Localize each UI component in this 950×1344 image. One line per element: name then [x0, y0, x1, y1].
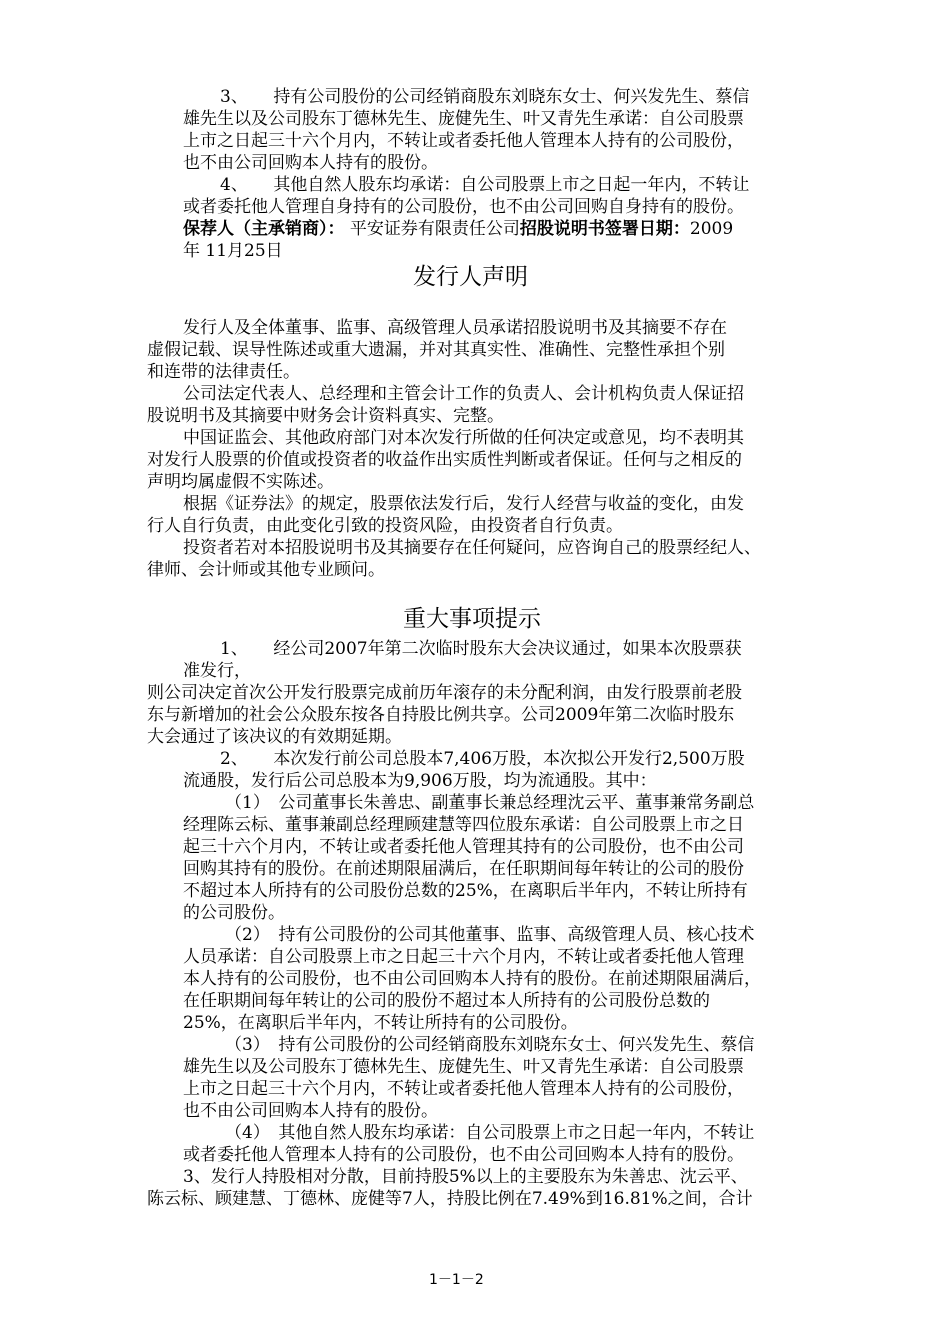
sponsor-label: 保荐人（主承销商）：	[183, 219, 345, 239]
matter-line: 起三十六个月内，不转让或者委托他人管理其持有的公司股份，也不由公司	[183, 837, 744, 857]
major-matters-title: 重大事项提示	[403, 606, 541, 632]
matter-line: 流通股，发行后公司总股本为9,906万股，均为流通股。其中：	[183, 771, 657, 791]
matter-line: 陈云标、顾建慧、丁德林、庞健等7人，持股比例在7.49%到16.81%之间，合计	[147, 1189, 753, 1209]
issuer-line: 对发行人股票的价值或投资者的收益作出实质性判断或者保证。任何与之相反的	[147, 450, 742, 470]
sign-date-rest: 年 11月25日	[183, 241, 283, 261]
issuer-line: 行人自行负责，由此变化引致的投资风险，由投资者自行负责。	[147, 516, 623, 536]
matter-line: 或者委托他人管理本人持有的公司股份，也不由公司回购本人持有的股份。	[183, 1145, 744, 1165]
issuer-line: 声明均属虚假不实陈述。	[147, 472, 334, 492]
item4-line2: 或者委托他人管理自身持有的公司股份，也不由公司回购自身持有的股份。	[183, 197, 744, 217]
issuer-line: 股说明书及其摘要中财务会计资料真实、完整。	[147, 406, 504, 426]
matter-line: 也不由公司回购本人持有的股份。	[183, 1101, 438, 1121]
matter-line: 3、发行人持股相对分散，目前持股5%以上的主要股东为朱善忠、沈云平、	[183, 1167, 748, 1187]
item3-line1: 3、 持有公司股份的公司经销商股东刘晓东女士、何兴发先生、蔡信	[220, 87, 750, 107]
issuer-line: 发行人及全体董事、监事、高级管理人员承诺招股说明书及其摘要不存在	[183, 318, 727, 338]
matter-line: 在任职期间每年转让的公司的股份不超过本人所持有的公司股份总数的	[183, 991, 710, 1011]
sign-date-label: 招股说明书签署日期：	[519, 219, 690, 239]
matter-line: 不超过本人所持有的公司股份总数的25%，在离职后半年内，不转让所持有	[183, 881, 748, 901]
matter-line: 上市之日起三十六个月内，不转让或者委托他人管理本人持有的公司股份，	[183, 1079, 744, 1099]
sign-date-year: 2009	[689, 219, 734, 239]
matter-line: 大会通过了该决议的有效期延期。	[147, 727, 402, 747]
issuer-line: 根据《证券法》的规定，股票依法发行后，发行人经营与收益的变化，由发	[183, 494, 744, 514]
issuer-line: 公司法定代表人、总经理和主管会计工作的负责人、会计机构负责人保证招	[183, 384, 744, 404]
matter-line: 25%，在离职后半年内，不转让所持有的公司股份。	[183, 1013, 578, 1033]
issuer-statement-title: 发行人声明	[413, 264, 528, 290]
item3-line2: 雄先生以及公司股东丁德林先生、庞健先生、叶又青先生承诺：自公司股票	[183, 109, 744, 129]
matter-line: 1、 经公司2007年第二次临时股东大会决议通过，如果本次股票获	[220, 639, 742, 659]
issuer-line: 投资者若对本招股说明书及其摘要存在任何疑问，应咨询自己的股票经纪人、	[183, 538, 761, 558]
matter-line: 则公司决定首次公开发行股票完成前历年滚存的未分配利润，由发行股票前老股	[147, 683, 742, 703]
matter-line: 本人持有的公司股份，也不由公司回购本人持有的股份。在前述期限届满后，	[183, 969, 761, 989]
issuer-line: 中国证监会、其他政府部门对本次发行所做的任何决定或意见，均不表明其	[183, 428, 744, 448]
matter-line: 回购其持有的股份。在前述期限届满后，在任职期间每年转让的公司的股份	[183, 859, 744, 879]
matter-line: （4） 其他自然人股东均承诺：自公司股票上市之日起一年内，不转让	[225, 1123, 755, 1143]
item4-line1: 4、 其他自然人股东均承诺：自公司股票上市之日起一年内，不转让	[220, 175, 750, 195]
issuer-line: 律师、会计师或其他专业顾问。	[147, 560, 385, 580]
sponsor-line	[183, 218, 733, 240]
matter-line: 东与新增加的社会公众股东按各自持股比例共享。公司2009年第二次临时股东	[147, 705, 735, 725]
matter-line: 2、 本次发行前公司总股本7,406万股，本次拟公开发行2,500万股	[220, 749, 745, 769]
sponsor-value: 平安证券有限责任公司	[349, 219, 520, 239]
item3-line4: 也不由公司回购本人持有的股份。	[183, 153, 438, 173]
matter-line: （3） 持有公司股份的公司经销商股东刘晓东女士、何兴发先生、蔡信	[225, 1035, 755, 1055]
matter-line: （2） 持有公司股份的公司其他董事、监事、高级管理人员、核心技术	[225, 925, 755, 945]
matter-line: 人员承诺：自公司股票上市之日起三十六个月内，不转让或者委托他人管理	[183, 947, 744, 967]
matter-line: 的公司股份。	[183, 903, 285, 923]
matter-line: 准发行，	[183, 661, 251, 681]
matter-line: 雄先生以及公司股东丁德林先生、庞健先生、叶又青先生承诺：自公司股票	[183, 1057, 744, 1077]
item3-line3: 上市之日起三十六个月内，不转让或者委托他人管理本人持有的公司股份，	[183, 131, 744, 151]
matter-line: （1） 公司董事长朱善忠、副董事长兼总经理沈云平、董事兼常务副总	[225, 793, 755, 813]
issuer-line: 和连带的法律责任。	[147, 362, 300, 382]
matter-line: 经理陈云标、董事兼副总经理顾建慧等四位股东承诺：自公司股票上市之日	[183, 815, 744, 835]
issuer-line: 虚假记载、误导性陈述或重大遗漏，并对其真实性、准确性、完整性承担个别	[147, 340, 725, 360]
page-number: 1－1－2	[429, 1272, 484, 1288]
